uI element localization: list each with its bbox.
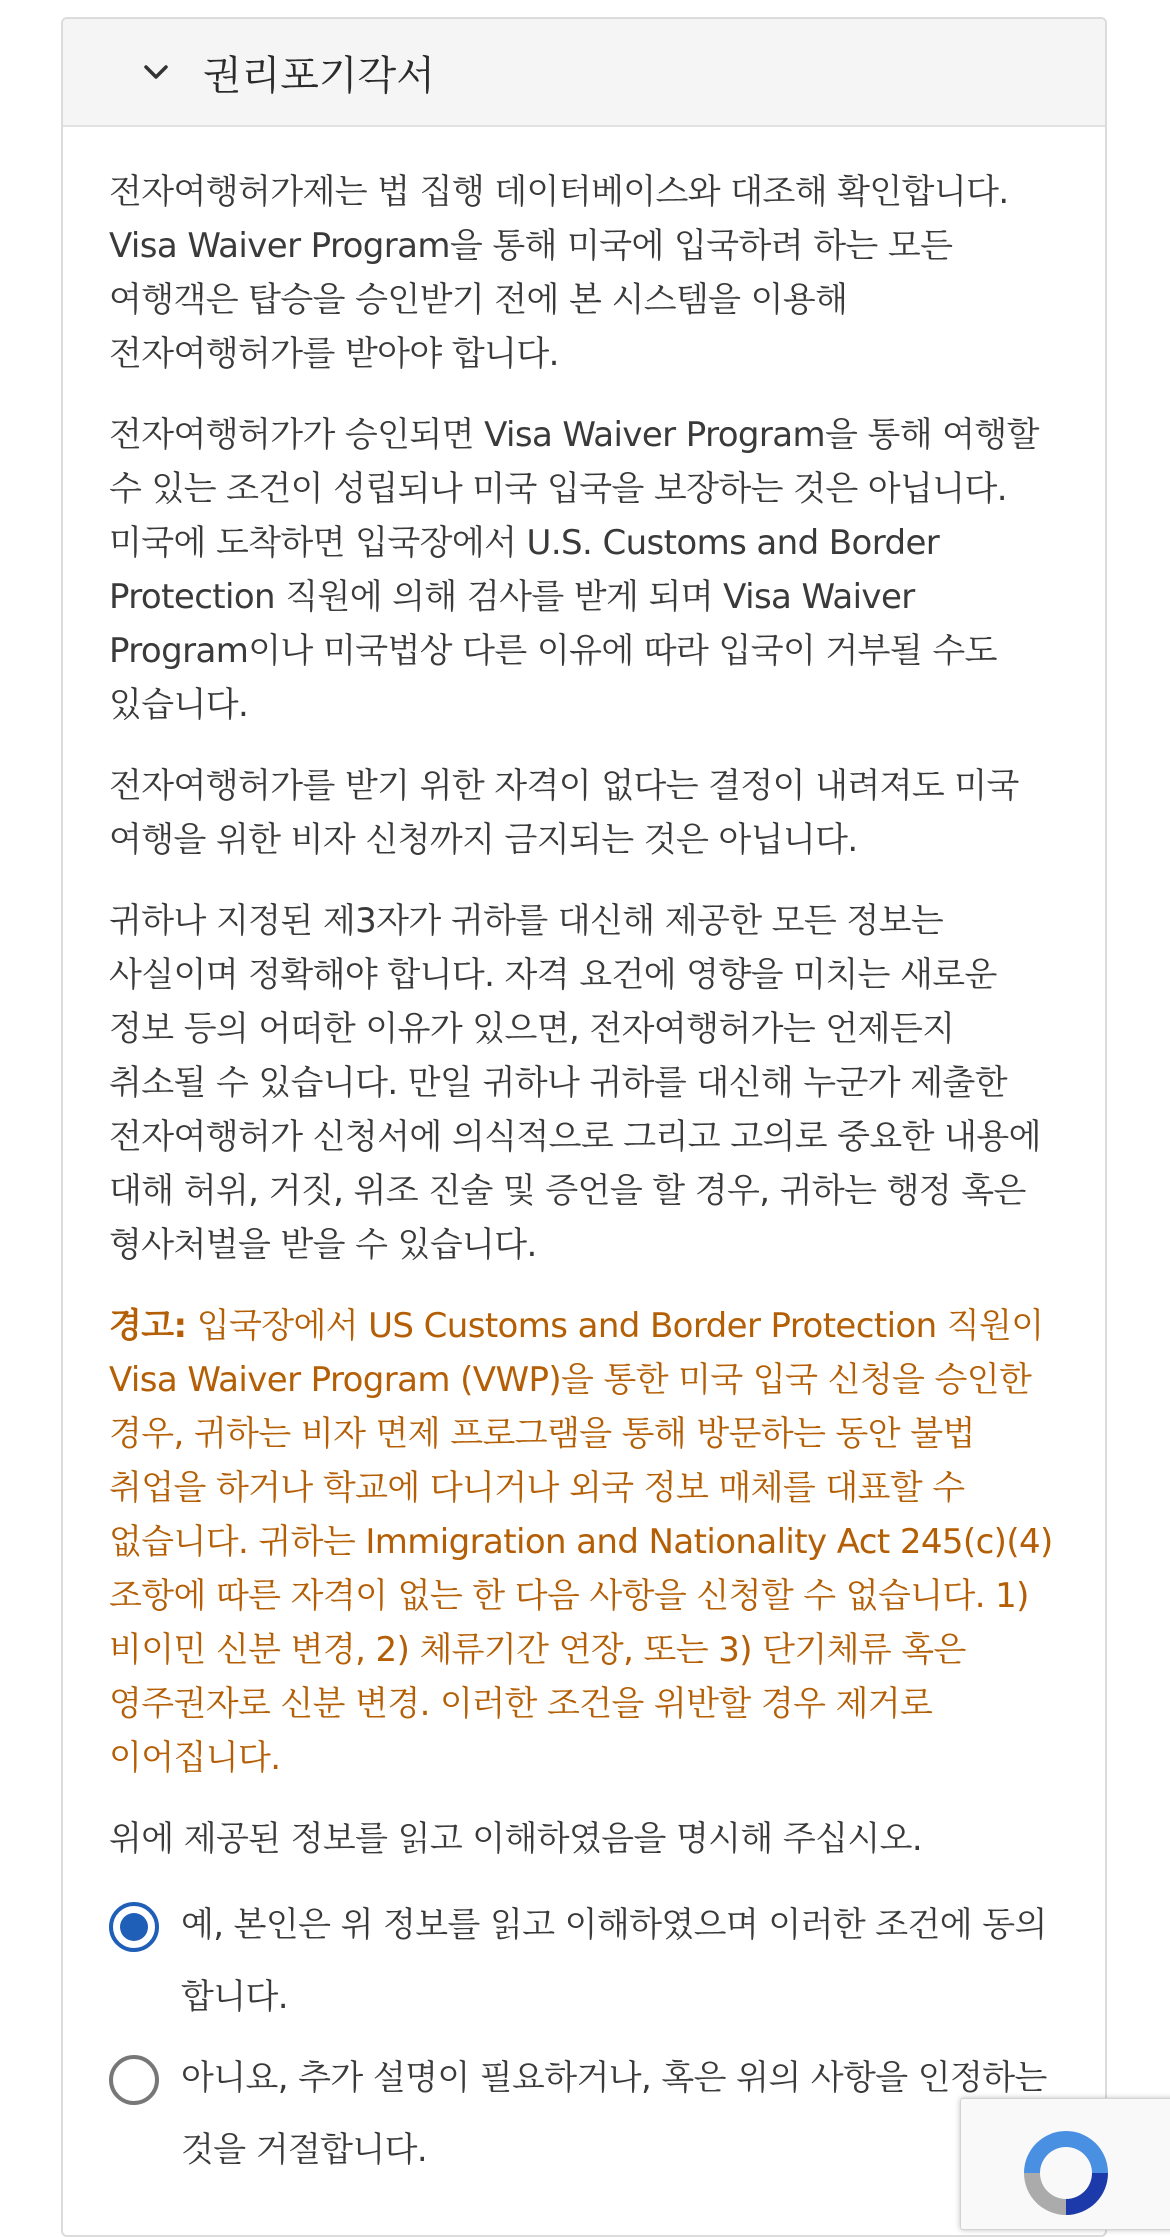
warning-paragraph — [109, 1299, 1059, 1785]
acknowledge-question: 위에 제공된 정보를 읽고 이해하였음을 명시해 주십시오. — [109, 1819, 923, 1859]
radio-no[interactable] — [109, 2055, 159, 2105]
warning-label: 경고: — [109, 1306, 187, 1346]
option-yes-label[interactable]: 예, 본인은 위 정보를 읽고 이해하였으며 이러한 조건에 동의합니다. — [181, 1905, 1047, 2017]
intro-paragraph: 전자여행허가제는 법 집행 데이터베이스와 대조해 확인합니다. Visa Waiver Program을 통해 미국에 입국하려 하는 모든 여행객은 탑승을 승인받기 전에 본 시스템을 이용해 전자여행허가를 받아야 합니다. — [109, 172, 1009, 374]
chevron-down-icon[interactable] — [139, 55, 173, 89]
denial-paragraph: 전자여행허가를 받기 위한 자격이 없다는 결정이 내려져도 미국 여행을 위한 비자 신청까지 금지되는 것은 아닙니다. — [109, 766, 1019, 860]
option-no[interactable] — [109, 2053, 1059, 2186]
panel-title: 권리포기각서 — [203, 52, 435, 99]
waiver-panel-header[interactable] — [63, 19, 1105, 127]
approval-paragraph: 전자여행허가가 승인되면 Visa Waiver Program을 통해 여행할 수 있는 조건이 성립되나 미국 입국을 보장하는 것은 아닙니다. 미국에 도착하면 입국장에서 U.S. Customs and Border Protection 직원에 의해 검사를 받게 되며 Visa Waiver Program이나 미국법상 다른 이유에 따라 입국이 거부될 수도 있습니다. — [109, 415, 1039, 725]
waiver-panel — [61, 17, 1107, 2237]
radio-yes[interactable] — [109, 1902, 159, 1952]
warning-text: 입국장에서 US Customs and Border Protection 직원이 Visa Waiver Program (VWP)을 통한 미국 입국 신청을 승인한 경우, 귀하는 비자 면제 프로그램을 통해 방문하는 동안 불법 취업을 하거나 학교에 다니거나 외국 정보 매체를 대표할 수 없습니다. 귀하는 Immigration and Nationality Act 245(c)(4) 조항에 따른 자격이 없는 한 다음 사항을 신청할 수 없습니다. 1) 비이민 신분 변경, 2) 체류기간 연장, 또는 3) 단기체류 혹은 영주권자로 신분 변경. 이러한 조건을 위반할 경우 제거로 이어집니다. — [109, 1306, 1053, 1778]
option-no-label[interactable]: 아니요, 추가 설명이 필요하거나, 혹은 위의 사항을 인정하는 것을 거절합니다. — [181, 2058, 1047, 2170]
accuracy-paragraph: 귀하나 지정된 제3자가 귀하를 대신해 제공한 모든 정보는 사실이며 정확해야 합니다. 자격 요건에 영향을 미치는 새로운 정보 등의 어떠한 이유가 있으면, 전자여행허가는 언제든지 취소될 수 있습니다. 만일 귀하나 귀하를 대신해 누군가 제출한 전자여행허가 신청서에 의식적으로 그리고 고의로 중요한 내용에 대해 허위, 거짓, 위조 진술 및 증언을 할 경우, 귀하는 행정 혹은 형사처벌을 받을 수 있습니다. — [109, 901, 1041, 1265]
option-yes[interactable] — [109, 1900, 1059, 2033]
recaptcha-badge[interactable] — [960, 2098, 1170, 2230]
waiver-content — [63, 127, 1105, 2186]
recaptcha-logo-icon — [1006, 2113, 1126, 2230]
radio-selected-dot — [120, 1913, 148, 1941]
